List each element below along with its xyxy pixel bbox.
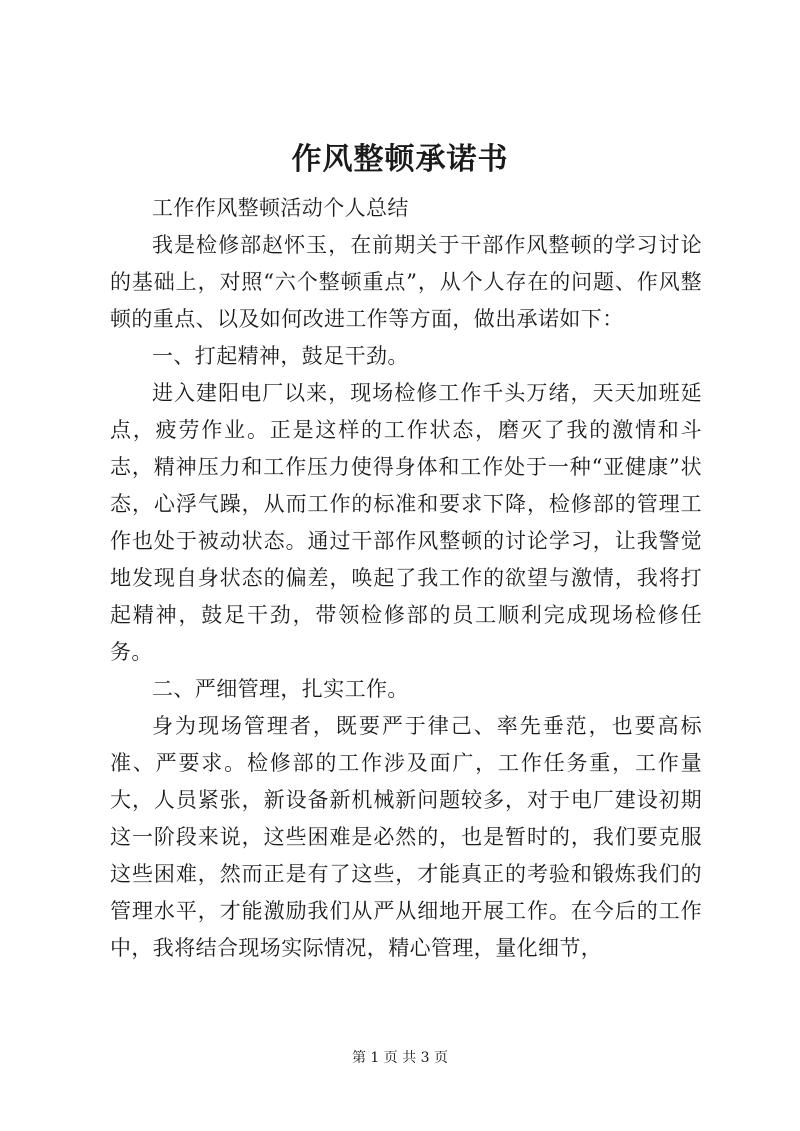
document-title: 作风整顿承诺书	[291, 142, 509, 177]
paragraph-intro: 我是检修部赵怀玉，在前期关于干部作风整顿的学习讨论的基础上，对照“六个整顿重点”，从个人存在的问题、作风整顿的重点、以及如何改进工作等方面，做出承诺如下：	[110, 233, 702, 331]
section-heading-1: 一、打起精神，鼓足干劲。	[152, 344, 409, 368]
paragraph-section-2: 身为现场管理者，既要严于律己、率先垂范，也要高标准、严要求。检修部的工作涉及面广，工作任务重，工作量大，人员紧张，新设备新机械新问题较多，对于电厂建设初期这一阶段来说，这些困难是必然的，也是暂时的，我们要克服这些困难，然而正是有了这些，才能真正的考验和锻炼我们的管理水平，才能激励我们从严从细地开展工作。在今后的工作中，我将结合现场实际情况，精心管理，量化细节，	[110, 714, 702, 960]
section-heading-2: 二、严细管理，扎实工作。	[152, 677, 409, 701]
page-footer: 第 1 页 共 3 页	[351, 1050, 449, 1066]
paragraph-subtitle: 工作作风整顿活动个人总结	[152, 196, 409, 220]
paragraph-section-1: 进入建阳电厂以来，现场检修工作千头万绪，天天加班延点，疲劳作业。正是这样的工作状态，磨灭了我的激情和斗志，精神压力和工作压力使得身体和工作处于一种“亚健康”状态，心浮气躁，从而工作的标准和要求下降，检修部的管理工作也处于被动状态。通过干部作风整顿的讨论学习，让我警觉地发现自身状态的偏差，唤起了我工作的欲望与激情，我将打起精神，鼓足干劲，带领检修部的员工顺利完成现场检修任务。	[110, 381, 702, 664]
document-body	[110, 190, 702, 967]
